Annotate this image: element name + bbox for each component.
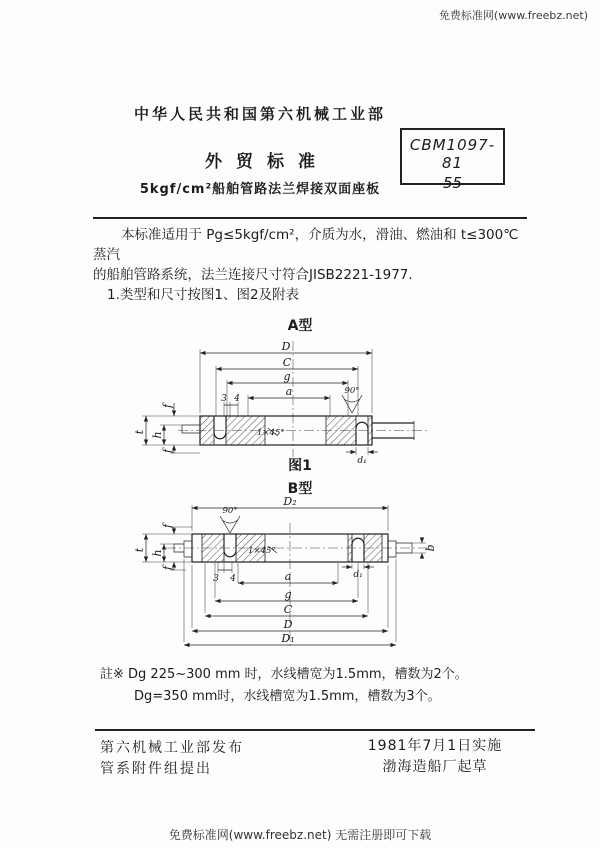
fig1-bolt-left-dome bbox=[214, 432, 226, 439]
fig2-angle-label: 90° bbox=[222, 506, 238, 516]
fig1-dim-ftop-label: f bbox=[161, 403, 174, 409]
fig2-bolt-left-dome bbox=[224, 550, 236, 557]
fig1-angle-lines bbox=[342, 395, 362, 413]
fig2-dim-C-label: C bbox=[283, 603, 293, 616]
ministry-title: 中华人民共和国第六机械工业部 bbox=[133, 105, 386, 123]
fig1-bolt-right-dome bbox=[356, 422, 368, 429]
standard-title: 5kgf/cm²船舶管路法兰焊接双面座板 bbox=[139, 182, 381, 197]
fig2-dim-4-label: 4 bbox=[230, 574, 236, 584]
fig2-dim-D-label: D bbox=[283, 618, 293, 631]
fig1-dim-d1-label: d₁ bbox=[357, 456, 367, 465]
drafted-by: 渤海造船厂起草 bbox=[382, 759, 488, 775]
footer-right bbox=[330, 736, 540, 778]
paragraph-line: 本标准适用于 Pg≤5kgf/cm²，介质为水，滑油、燃油和 t≤300℃ 蒸汽 bbox=[93, 227, 519, 263]
figure1-drawing bbox=[130, 333, 470, 465]
issued-by: 第六机械工业部发布 bbox=[100, 740, 244, 756]
fig2-bolt-right-dome bbox=[352, 538, 364, 545]
fig2-dim-d1-label: d₁ bbox=[353, 570, 363, 580]
watermark-top: 免费标准网(www.freebz.net) bbox=[438, 9, 588, 22]
figure1-type-label: A型 bbox=[287, 318, 313, 334]
fig2-angle-arc bbox=[222, 520, 238, 523]
fig2-dim-fbottom-label: f bbox=[161, 565, 174, 571]
fig2-dim-a-label: a bbox=[284, 570, 292, 583]
fig2-left-extension-lines bbox=[142, 527, 192, 570]
fig1-dim-3-label: 3 bbox=[221, 394, 227, 404]
fig1-dim-4-label: 4 bbox=[234, 394, 240, 404]
fig1-left-tab bbox=[182, 425, 200, 433]
fig1-angle-label: 90° bbox=[344, 386, 360, 396]
footer-rule bbox=[95, 729, 535, 731]
scope-paragraph bbox=[93, 225, 527, 305]
fig2-dim-t-label: t bbox=[133, 547, 146, 553]
paragraph-line: 1.类型和尺寸按图1、图2及附表 bbox=[107, 287, 300, 303]
fig2-dim-3-label: 3 bbox=[213, 574, 219, 584]
fig2-chamfer-label: 1×45° bbox=[248, 546, 276, 556]
fig1-dim-D-label: D bbox=[281, 340, 291, 353]
fig2-right-lip bbox=[388, 541, 396, 557]
figure2-type-label: B型 bbox=[287, 481, 313, 497]
fig2-dim-b-label: b bbox=[424, 544, 437, 552]
fig1-hatch-right-rim bbox=[368, 416, 372, 445]
fig1-d1-extension-lines bbox=[356, 447, 368, 455]
fig1-dim-t-label: t bbox=[133, 429, 146, 435]
fig2-dim-D1-label: D₁ bbox=[281, 632, 295, 645]
note-line: 註※ Dg 225~300 mm 时，水线槽宽为1.5mm，槽数为2个。 bbox=[100, 667, 468, 682]
figure2-drawing bbox=[130, 497, 470, 657]
fig1-hatch-left-rim bbox=[200, 416, 214, 445]
footer-left bbox=[100, 738, 244, 780]
fig2-left-lip bbox=[184, 541, 192, 557]
notes-block bbox=[100, 664, 468, 708]
standard-number-box bbox=[400, 128, 505, 192]
fig1-angle-arc bbox=[344, 399, 360, 402]
fig2-dim-h-label: h bbox=[151, 549, 164, 557]
fig1-dim-h-label: h bbox=[151, 431, 164, 439]
fig2-small-extension-lines bbox=[218, 562, 232, 573]
fig1-dim-a-label: a bbox=[285, 385, 293, 398]
note-line: Dg=350 mm时，水线槽宽为1.5mm，槽数为3个。 bbox=[134, 689, 441, 704]
fig2-hatch-left-rim bbox=[202, 534, 224, 562]
effective-date: 1981年7月1日实施 bbox=[367, 738, 503, 754]
fig1-dim-g-label: g bbox=[283, 370, 291, 383]
paragraph-line: 的船舶管路系统，法兰连接尺寸符合JISB2221-1977. bbox=[93, 267, 413, 283]
header-rule bbox=[93, 217, 527, 219]
page-number: 55 bbox=[442, 174, 463, 192]
fig1-dim-fbottom-label: f bbox=[161, 448, 174, 454]
fig2-dim-D2-label: D₂ bbox=[283, 497, 297, 508]
fig1-dim-C-label: C bbox=[282, 356, 292, 369]
standard-number: CBM1097-81 bbox=[409, 136, 496, 172]
document-type: 外贸标准 bbox=[205, 152, 329, 172]
watermark-bottom: 免费标准网(www.freebz.net) 无需注册即可下载 bbox=[168, 828, 432, 842]
fig1-hatch-right-ring bbox=[326, 416, 356, 445]
fig1-small-extension-lines bbox=[224, 402, 238, 416]
fig2-dim-ftop-label: f bbox=[161, 523, 174, 529]
fig2-dim-g-label: g bbox=[284, 588, 292, 601]
fig2-angle-lines bbox=[220, 516, 240, 533]
figure1-caption: 图1 bbox=[288, 458, 312, 474]
fig1-chamfer-label: 1×45° bbox=[257, 428, 285, 438]
proposed-by: 管系附件组提出 bbox=[100, 761, 212, 777]
fig2-hatch-right-rim bbox=[364, 534, 382, 562]
